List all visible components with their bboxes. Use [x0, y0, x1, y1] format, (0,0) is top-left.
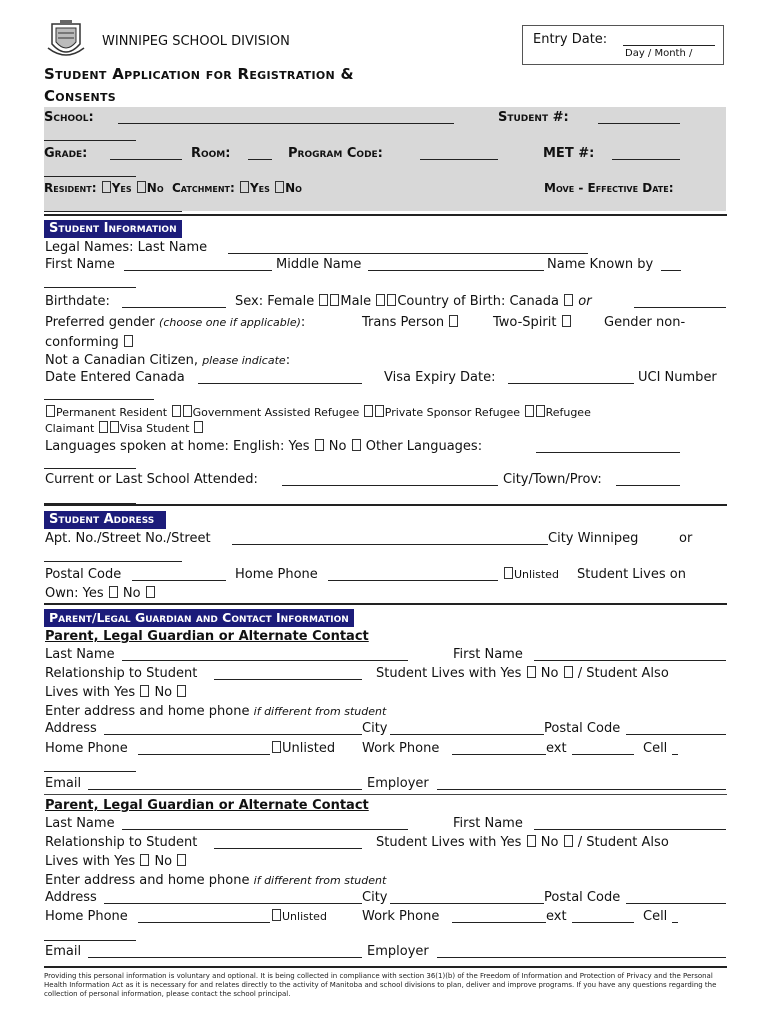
contact-1-unlisted-checkbox[interactable]	[272, 741, 281, 753]
contact-2-unlisted-checkbox[interactable]	[272, 909, 281, 921]
contact-2-email-field[interactable]	[88, 946, 362, 958]
move-effective-date-label: Move - Effective Date:	[544, 181, 674, 195]
contact-1-lives-with-label: Student Lives with Yes	[376, 666, 522, 681]
contact-2-enter-address-row	[45, 873, 386, 888]
city-town-prov-label: City/Town/Prov:	[503, 472, 602, 487]
apt-street-field[interactable]	[232, 533, 548, 545]
own-row	[45, 586, 156, 601]
postal-code-label: Postal Code	[45, 567, 122, 582]
catchment-no-label: No	[285, 181, 302, 195]
contact-2-ext-field[interactable]	[572, 911, 634, 923]
birthdate-label: Birthdate:	[45, 294, 110, 309]
own-no-label: No	[122, 586, 141, 601]
uci-number-label: UCI Number	[638, 370, 717, 385]
contact-2-first-name-field[interactable]	[534, 818, 726, 830]
gov-refugee-checkbox-alt[interactable]	[183, 405, 192, 417]
resident-yes-label: Yes	[111, 181, 132, 195]
visa-student-checkbox[interactable]	[99, 421, 108, 433]
legal-last-name-field[interactable]	[228, 242, 588, 254]
two-spirit-label: Two-Spirit	[493, 315, 557, 330]
contact-1-cell-label: Cell	[643, 741, 668, 756]
contact-2-lives-with-no-checkbox[interactable]	[564, 835, 573, 847]
english-yes-checkbox[interactable]	[315, 439, 324, 451]
form-title-line1: Student Application for Registration &	[44, 65, 354, 83]
permanent-resident-label: Permanent Resident	[56, 406, 168, 419]
uci-number-field[interactable]	[44, 388, 154, 400]
gender-non-label: Gender non-	[604, 315, 686, 330]
contact-1-last-name-label: Last Name	[45, 647, 115, 662]
private-refugee-checkbox[interactable]	[364, 405, 373, 417]
contact-2-cell-field[interactable]	[672, 911, 678, 923]
first-name-field[interactable]	[124, 259, 272, 271]
division-crest-logo	[46, 18, 86, 62]
own-no-checkbox[interactable]	[146, 586, 155, 598]
privacy-notice: Providing this personal information is voluntary and optional. It is being collected in compliance with section 36(1)(b) of the Freedom of Information and Protection of Privacy and the Personal Health Information Act as it is necessary for and relates directly to the activity of Manitoba and school divisions to plan, deliver and improve programs. If you have any questions regarding the collection of personal information, please contact the school principal.	[44, 972, 717, 998]
entry-date-label: Entry Date:	[533, 32, 608, 47]
country-canada-checkbox[interactable]	[564, 294, 573, 306]
contact-1-lives-with-no-checkbox[interactable]	[564, 666, 573, 678]
country-of-birth-label: Country of Birth: Canada	[397, 294, 559, 309]
claimant-label: Claimant	[45, 422, 95, 435]
city-other-field[interactable]	[44, 550, 182, 562]
gov-refugee-label: Government Assisted Refugee	[192, 406, 360, 419]
current-school-label: Current or Last School Attended:	[45, 472, 258, 487]
section-divider	[44, 966, 727, 968]
sex-female-label: Sex: Female	[235, 294, 315, 309]
contact-1-address-label: Address	[45, 721, 97, 736]
middle-name-label: Middle Name	[276, 257, 362, 272]
grade-field-cont[interactable]	[44, 165, 136, 177]
visa-student-end-checkbox[interactable]	[194, 421, 203, 433]
contact-1-also-lives-no-label: No	[154, 685, 173, 700]
contact-2-relationship-label: Relationship to Student	[45, 835, 198, 850]
catchment-text: Catchment:	[172, 181, 235, 195]
contact-2-email-label: Email	[45, 944, 82, 959]
contact-1-relationship-field[interactable]	[214, 668, 362, 680]
resident-text: Resident:	[44, 181, 97, 195]
student-number-label: Student #:	[498, 110, 569, 125]
contact-1-work-phone-label: Work Phone	[362, 741, 440, 756]
contact-2-also-lives-no-checkbox[interactable]	[177, 854, 186, 866]
city-or-label: or	[679, 531, 693, 546]
contact-2-subheading: Parent, Legal Guardian or Alternate Contact	[45, 798, 369, 813]
not-citizen-row: Not a Canadian Citizen, please indicate:	[45, 353, 291, 368]
contact-1-ext-field[interactable]	[572, 743, 634, 755]
contact-divider	[44, 794, 727, 795]
contact-2-employer-field[interactable]	[437, 946, 726, 958]
catchment-no-checkbox[interactable]	[275, 181, 284, 193]
contact-1-lives-with-yes-checkbox[interactable]	[527, 666, 536, 678]
contact-2-last-name-label: Last Name	[45, 816, 115, 831]
contact-1-postal-code-label: Postal Code	[544, 721, 621, 736]
entry-date-field[interactable]	[623, 34, 715, 46]
student-number-field[interactable]	[598, 112, 680, 124]
contact-2-lives-with-no-label: No	[540, 835, 559, 850]
entry-date-hint: Day / Month /	[625, 48, 693, 59]
claimant-row	[45, 421, 204, 435]
grade-field[interactable]	[110, 148, 182, 160]
languages-english-yes-label: Languages spoken at home: English: Yes	[45, 439, 310, 454]
catchment-yes-label: Yes	[249, 181, 270, 195]
entry-date-box	[522, 25, 724, 65]
refugee-label: Refugee	[545, 406, 591, 419]
sex-male-checkbox[interactable]	[376, 294, 385, 306]
city-winnipeg-label: City Winnipeg	[548, 531, 639, 546]
other-languages-field[interactable]	[536, 441, 680, 453]
program-code-field[interactable]	[420, 148, 498, 160]
contact-2-last-name-field[interactable]	[122, 818, 408, 830]
contact-2-also-lives-yes-checkbox[interactable]	[140, 854, 149, 866]
contact-2-home-phone-field[interactable]	[138, 911, 270, 923]
choose-one-hint: (choose one if applicable)	[159, 316, 301, 329]
contact-2-city-label: City	[362, 890, 388, 905]
contact-1-home-phone-label: Home Phone	[45, 741, 128, 756]
contact-1-enter-address-row	[45, 704, 386, 719]
school-field[interactable]	[118, 112, 454, 124]
visa-student-label: Visa Student	[119, 422, 190, 435]
unlisted-label: Unlisted	[514, 568, 559, 581]
english-no-checkbox[interactable]	[352, 439, 361, 451]
contact-1-lives-with-row	[376, 666, 669, 681]
parent-guardian-heading: Parent/Legal Guardian and Contact Information	[44, 609, 354, 627]
sex-female-checkbox[interactable]	[319, 294, 328, 306]
contact-1-work-phone-field[interactable]	[452, 743, 546, 755]
not-citizen-label: Not a Canadian Citizen,	[45, 353, 199, 368]
room-label: Room:	[191, 146, 231, 161]
contact-2-first-name-label: First Name	[453, 816, 523, 831]
contact-2-employer-label: Employer	[367, 944, 429, 959]
school-field-cont[interactable]	[44, 129, 136, 141]
visa-expiry-label: Visa Expiry Date:	[384, 370, 496, 385]
contact-1-first-name-label: First Name	[453, 647, 523, 662]
contact-2-enter-address-label: Enter address and home phone	[45, 873, 250, 888]
city-town-prov-field-cont[interactable]	[44, 492, 136, 504]
home-phone-field[interactable]	[328, 569, 498, 581]
gender-non-conforming-checkbox[interactable]	[124, 335, 133, 347]
contact-2-postal-code-field[interactable]	[626, 892, 726, 904]
student-lives-on-label: Student Lives on	[577, 567, 686, 582]
contact-2-also-lives-no-label: No	[154, 854, 173, 869]
gov-refugee-checkbox[interactable]	[172, 405, 181, 417]
middle-name-field[interactable]	[368, 259, 544, 271]
trans-person-option	[362, 315, 459, 330]
preferred-gender-label: Preferred gender	[45, 315, 155, 330]
contact-1-unlisted-label: Unlisted	[282, 741, 336, 756]
refugee-claimant-checkbox-alt[interactable]	[536, 405, 545, 417]
catchment-yes-checkbox[interactable]	[240, 181, 249, 193]
contact-2-student-also-label: / Student Also	[577, 835, 669, 850]
contact-2-unlisted-option	[271, 909, 327, 924]
met-field[interactable]	[612, 148, 680, 160]
contact-1-relationship-label: Relationship to Student	[45, 666, 198, 681]
or-label: or	[578, 294, 592, 309]
two-spirit-option	[493, 315, 572, 330]
contact-2-city-field[interactable]	[390, 892, 544, 904]
unlisted-checkbox[interactable]	[504, 567, 513, 579]
contact-2-address-label: Address	[45, 890, 97, 905]
contact-1-unlisted-option	[271, 741, 335, 756]
contact-2-unlisted-label: Unlisted	[282, 910, 327, 923]
grade-label: Grade:	[44, 146, 88, 161]
contact-1-last-name-field[interactable]	[122, 649, 408, 661]
languages-row	[45, 439, 482, 454]
preferred-gender-row: Preferred gender (choose one if applicable):	[45, 315, 306, 330]
contact-2-postal-code-label: Postal Code	[544, 890, 621, 905]
first-name-label: First Name	[45, 257, 115, 272]
postal-code-field[interactable]	[132, 569, 226, 581]
form-title-line2: Consents	[44, 87, 117, 105]
contact-2-home-phone-label: Home Phone	[45, 909, 128, 924]
contact-2-work-phone-field[interactable]	[452, 911, 546, 923]
contact-1-first-name-field[interactable]	[534, 649, 726, 661]
contact-1-city-label: City	[362, 721, 388, 736]
trans-person-checkbox[interactable]	[449, 315, 458, 327]
name-known-by-field-cont[interactable]	[44, 276, 136, 288]
resident-label	[44, 181, 302, 195]
sex-row	[235, 294, 592, 309]
contact-1-employer-field[interactable]	[437, 778, 726, 790]
contact-1-postal-code-field[interactable]	[626, 723, 726, 735]
contact-1-cell-field-cont[interactable]	[44, 760, 136, 772]
conforming-option	[45, 335, 134, 350]
other-languages-label: Other Languages:	[365, 439, 483, 454]
contact-2-relationship-field[interactable]	[214, 837, 362, 849]
contact-1-student-also-label: / Student Also	[577, 666, 669, 681]
section-divider	[44, 504, 727, 506]
contact-1-enter-address-label: Enter address and home phone	[45, 704, 250, 719]
birthdate-field[interactable]	[122, 296, 226, 308]
sex-female-checkbox-alt[interactable]	[330, 294, 339, 306]
contact-2-also-lives-yes-label: Lives with Yes	[45, 854, 136, 869]
resident-no-label: No	[146, 181, 164, 195]
contact-2-address-field[interactable]	[104, 892, 362, 904]
contact-1-home-phone-field[interactable]	[138, 743, 270, 755]
country-of-birth-field[interactable]	[634, 296, 726, 308]
contact-1-address-field[interactable]	[104, 723, 362, 735]
division-name: WINNIPEG SCHOOL DIVISION	[102, 34, 290, 49]
contact-1-city-field[interactable]	[390, 723, 544, 735]
student-address-heading: Student Address	[44, 511, 166, 529]
contact-2-lives-with-row	[376, 835, 669, 850]
unlisted-option	[503, 567, 559, 582]
visa-expiry-field[interactable]	[508, 372, 634, 384]
sex-male-checkbox-alt[interactable]	[387, 294, 396, 306]
trans-person-label: Trans Person	[362, 315, 445, 330]
contact-1-email-label: Email	[45, 776, 82, 791]
met-label: MET #:	[543, 146, 595, 161]
contact-1-also-lives-yes-label: Lives with Yes	[45, 685, 136, 700]
own-yes-checkbox[interactable]	[109, 586, 118, 598]
contact-1-email-field[interactable]	[88, 778, 362, 790]
contact-2-cell-label: Cell	[643, 909, 668, 924]
contact-1-ext-label: ext	[546, 741, 567, 756]
contact-1-employer-label: Employer	[367, 776, 429, 791]
section-divider	[44, 603, 727, 605]
english-no-label: No	[328, 439, 347, 454]
section-divider	[44, 214, 727, 216]
contact-2-lives-with-label: Student Lives with Yes	[376, 835, 522, 850]
private-refugee-checkbox-alt[interactable]	[375, 405, 384, 417]
resident-yes-checkbox[interactable]	[102, 181, 111, 193]
room-field[interactable]	[248, 148, 272, 160]
contact-1-also-lives-no-checkbox[interactable]	[177, 685, 186, 697]
permanent-resident-checkbox[interactable]	[46, 405, 55, 417]
date-entered-label: Date Entered Canada	[45, 370, 185, 385]
student-information-heading: Student Information	[44, 220, 182, 238]
own-yes-label: Own: Yes	[45, 586, 104, 601]
contact-2-ext-label: ext	[546, 909, 567, 924]
contact-1-if-different-hint: if different from student	[253, 705, 387, 718]
school-label: School:	[44, 110, 94, 125]
refugee-claimant-checkbox[interactable]	[525, 405, 534, 417]
current-school-field[interactable]	[282, 474, 498, 486]
resident-no-checkbox[interactable]	[137, 181, 146, 193]
private-refugee-label: Private Sponsor Refugee	[384, 406, 521, 419]
two-spirit-checkbox[interactable]	[562, 315, 571, 327]
contact-1-also-lives-row	[45, 685, 187, 700]
contact-2-cell-field-cont[interactable]	[44, 929, 136, 941]
apt-street-label: Apt. No./Street No./Street	[45, 531, 211, 546]
sex-male-label: Male	[340, 294, 372, 309]
contact-1-also-lives-yes-checkbox[interactable]	[140, 685, 149, 697]
date-entered-field[interactable]	[198, 372, 362, 384]
visa-student-checkbox-alt[interactable]	[110, 421, 119, 433]
name-known-by-label: Name Known by	[547, 257, 654, 272]
contact-1-lives-with-no-label: No	[540, 666, 559, 681]
contact-2-also-lives-row	[45, 854, 187, 869]
immigration-status-row	[45, 405, 591, 419]
contact-1-subheading: Parent, Legal Guardian or Alternate Contact	[45, 629, 369, 644]
other-languages-field-cont[interactable]	[44, 457, 136, 469]
please-indicate-hint: please indicate	[202, 354, 286, 367]
name-known-by-field[interactable]	[661, 259, 681, 271]
contact-2-lives-with-yes-checkbox[interactable]	[527, 835, 536, 847]
contact-1-cell-field[interactable]	[672, 743, 678, 755]
legal-last-name-label: Legal Names: Last Name	[45, 240, 208, 255]
contact-2-work-phone-label: Work Phone	[362, 909, 440, 924]
city-town-prov-field[interactable]	[616, 474, 680, 486]
home-phone-label: Home Phone	[235, 567, 318, 582]
conforming-label: conforming	[45, 335, 119, 350]
move-effective-date-field[interactable]	[44, 200, 182, 212]
contact-2-if-different-hint: if different from student	[253, 874, 387, 887]
program-code-label: Program Code:	[288, 146, 383, 161]
